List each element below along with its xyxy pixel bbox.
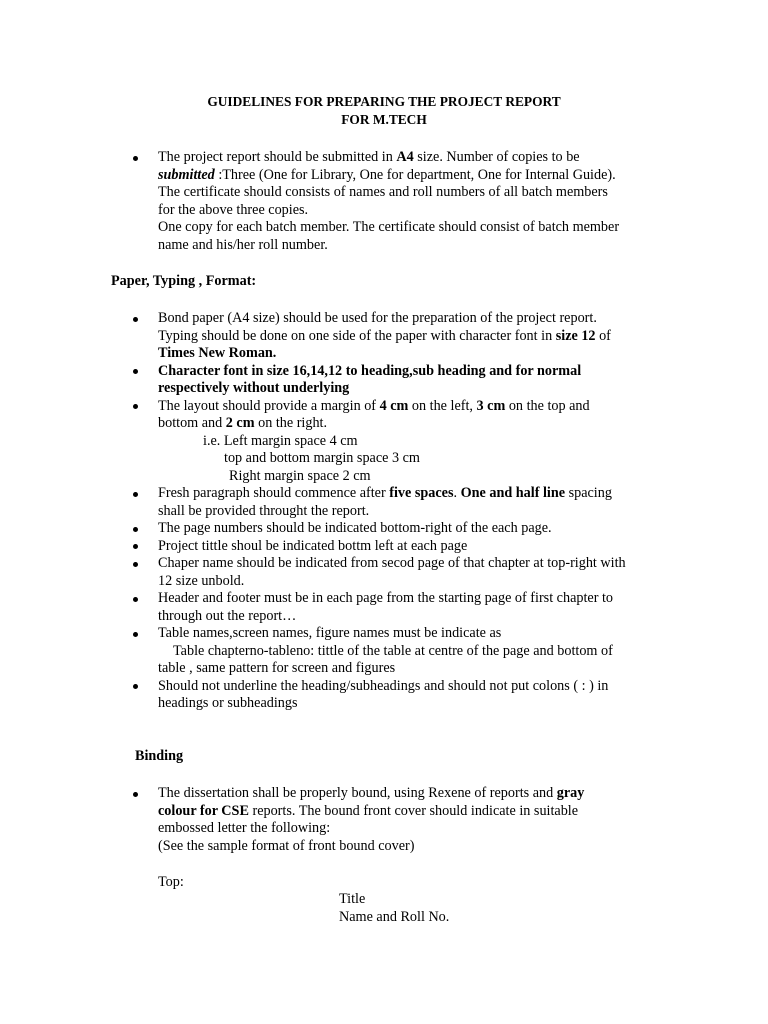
cover-name-roll: Name and Roll No. <box>339 909 450 925</box>
list-item: The dissertation shall be properly bound, using Rexene of reports and gray colour for CSE reports. The bound front cover should indicate in suitable embossed letter the following: (See the sample format of front bound cover) <box>158 785 585 854</box>
list-item: Bond paper (A4 size) should be used for the preparation of the project report. Typing should be done on one side of the paper with character font in size 12 of Times New Roman. <box>158 310 611 361</box>
section-heading-format: Paper, Typing , Format: <box>111 273 257 289</box>
section-heading-binding: Binding <box>135 748 184 764</box>
cover-title: Title <box>339 891 366 907</box>
format-list <box>131 310 751 713</box>
list-item: Chaper name should be indicated from secod page of that chapter at top-right with 12 size unbold. <box>158 555 626 589</box>
list-item: The layout should provide a margin of 4 cm on the left, 3 cm on the top and bottom and 2 cm on the right. i.e. Left margin space 4 cm top and bottom margin space 3 cm Right margin space 2 cm <box>158 397 590 484</box>
list-item: Table names,screen names, figure names must be indicate as Table chapterno-tableno: tittle of the table at centre of the page and bottom of table , same pattern for screen and figures <box>158 625 613 676</box>
list-item: The page numbers should be indicated bottom-right of the each page. <box>158 520 552 536</box>
list-item: Project tittle shoul be indicated bottm left at each page <box>158 537 468 554</box>
list-item: Header and footer must be in each page from the starting page of first chapter to through out the report… <box>158 590 614 624</box>
binding-list <box>131 785 751 855</box>
list-item: Fresh paragraph should commence after five spaces. One and half line spacing shall be provided throught the report. <box>158 485 612 519</box>
list-item: The project report should be submitted in A4 size. Number of copies to be submitted :Three (One for Library, One for department, One for Internal Guide). The certificate should consists of names and roll numbers of all batch members for the above three copies. One copy for each batch member. The certificate should consist of batch member name and his/her roll number. <box>158 149 620 253</box>
document-title-line-2: FOR M.TECH <box>341 112 427 127</box>
intro-list <box>131 149 751 254</box>
top-label: Top: <box>158 874 184 890</box>
list-item: Character font in size 16,14,12 to heading,sub heading and for normal respectively without underlying <box>158 362 582 396</box>
document-title-line-1: GUIDELINES FOR PREPARING THE PROJECT REPORT <box>207 94 561 109</box>
list-item: Should not underline the heading/subheadings and should not put colons ( : ) in headings or subheadings <box>158 677 609 711</box>
